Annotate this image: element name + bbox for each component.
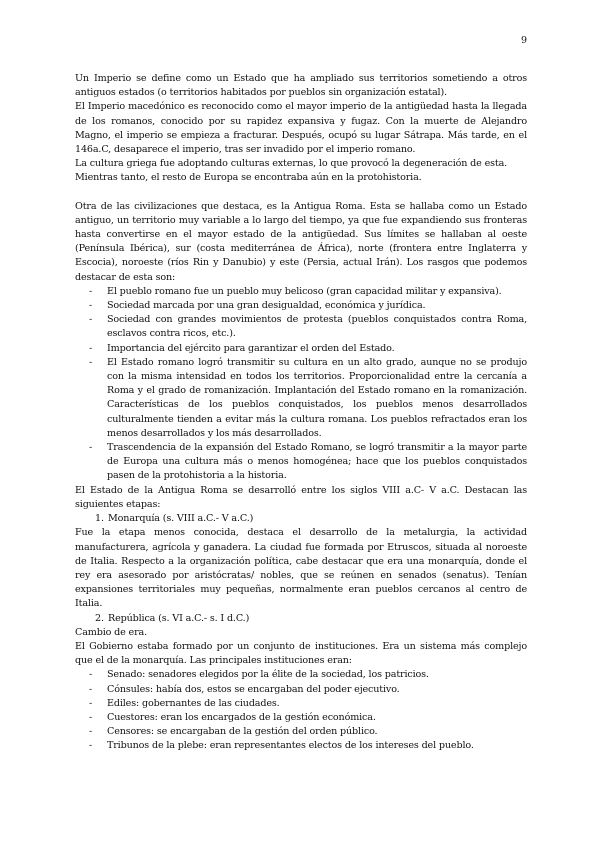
paragraph-greek-culture: La cultura griega fue adoptando culturas externas, lo que provocó la degeneración de esta. (75, 158, 508, 170)
stage-number: 1. (95, 513, 104, 525)
page-content (75, 72, 527, 754)
page-number: 9 (521, 35, 528, 46)
list-item: - Sociedad marcada por una gran desigualdad, económica y jurídica. (107, 299, 527, 313)
stage-title: República (s. VI a.C.- s. I d.C.) (108, 612, 250, 624)
paragraph-stages-intro: El Estado de la Antigua Roma se desarrolló entre los siglos VIII a.C- V a.C. Destacan las siguientes etapas: (75, 484, 527, 510)
paragraph-empire-definition: Un Imperio se define como un Estado que ha ampliado sus territorios sometiendo a otros antiguos estados (o territorios habitados por pueblos sin organización estatal). (75, 73, 527, 99)
list-item: - Censores: se encargaban de la gestión del orden público. (107, 725, 527, 739)
paragraph-monarchy: Fue la etapa menos conocida, destaca el desarrollo de la metalurgia, la actividad manufacturera, agrícola y ganadera. La ciudad fue formada por Etruscos, situada al noroeste de Italia. Respecto a la organización política, cabe destacar que era una monarquía, donde el rey era asesorado por aristócratas/ nobles, que se reúnen en senados (senatus). Tenían expansiones territoriales muy pequeñas, normalmente eran pueblos cercanos al centro de Italia. (75, 527, 527, 610)
list-item: - Cuestores: eran los encargados de la gestión económica. (107, 711, 527, 725)
list-item: - El Estado romano logró transmitir su cultura en un alto grado, aunque no se produjo con la misma intensidad en todos los territorios. Proporcionalidad entre la cercanía a Roma y el grado de romanización. Implantación del Estado romano en la romanización. Características de los pueblos conquistados, los pueblos menos desarrollados culturalmente tienden a evitar más la cultura romana. Los pueblos refractados eran los menos desarrollados y los más desarrollados. (107, 356, 527, 441)
paragraph-republic-intro: El Gobierno estaba formado por un conjunto de instituciones. Era un sistema más complejo que el de la monarquía. Las principales instituciones eran: (75, 640, 527, 667)
list-item: - Importancia del ejército para garantizar el orden del Estado. (107, 342, 527, 356)
list-item: - Ediles: gobernantes de las ciudades. (107, 697, 527, 711)
paragraph-ancient-rome: Otra de las civilizaciones que destaca, es la Antigua Roma. Esta se hallaba como un Estado antiguo, un territorio muy variable a lo largo del tiempo, ya que fue expandiendo sus fronteras hasta convertirse en el mayor estado de la antigüedad. Sus límites se hallaban al oeste (Península Ibérica), sur (costa mediterránea de África), norte (frontera entre Inglaterra y Escocia), noroeste (ríos Rin y Danubio) y este (Persia, actual Irán). Los rasgos que podemos destacar de esta son: (75, 200, 527, 283)
rome-traits-list (75, 285, 527, 484)
list-item: - Senado: senadores elegidos por la élite de la sociedad, los patricios. (107, 668, 527, 682)
list-item: - El pueblo romano fue un pueblo muy belicoso (gran capacidad militar y expansiva). (107, 285, 527, 299)
list-item: - Sociedad con grandes movimientos de protesta (pueblos conquistados contra Roma, esclavos contra ricos, etc.). (107, 313, 527, 341)
list-item: - Tribunos de la plebe: eran representantes electos de los intereses del pueblo. (107, 739, 527, 753)
institutions-list (75, 668, 527, 753)
paragraph-europe-protohistory: Mientras tanto, el resto de Europa se encontraba aún en la protohistoria. (75, 172, 422, 184)
list-item: - Trascendencia de la expansión del Estado Romano, se logró transmitir a la mayor parte de Europa una cultura más o menos homogénea; hace que los pueblos conquistados pasen de la protohistoria a la historia. (107, 441, 527, 484)
stage-heading-republic (75, 612, 527, 626)
stage-title: Monarquía (s. VIII a.C.- V a.C.) (108, 513, 254, 525)
paragraph-macedonian-empire: El Imperio macedónico es reconocido como el mayor imperio de la antigüedad hasta la llegada de los romanos, conocido por su rapidez expansiva y fugaz. Con la muerte de Alejandro Magno, el imperio se empieza a fracturar. Después, ocupó su lugar Sátrapa. Más tarde, en el 146a.C, desaparece el imperio, tras ser invadido por el imperio romano. (75, 101, 527, 156)
stage-number: 2. (95, 612, 104, 624)
paragraph-era-change: Cambio de era. (75, 626, 147, 638)
list-item: - Cónsules: había dos, estos se encargaban del poder ejecutivo. (107, 683, 527, 697)
stage-heading-monarchy (75, 512, 527, 526)
